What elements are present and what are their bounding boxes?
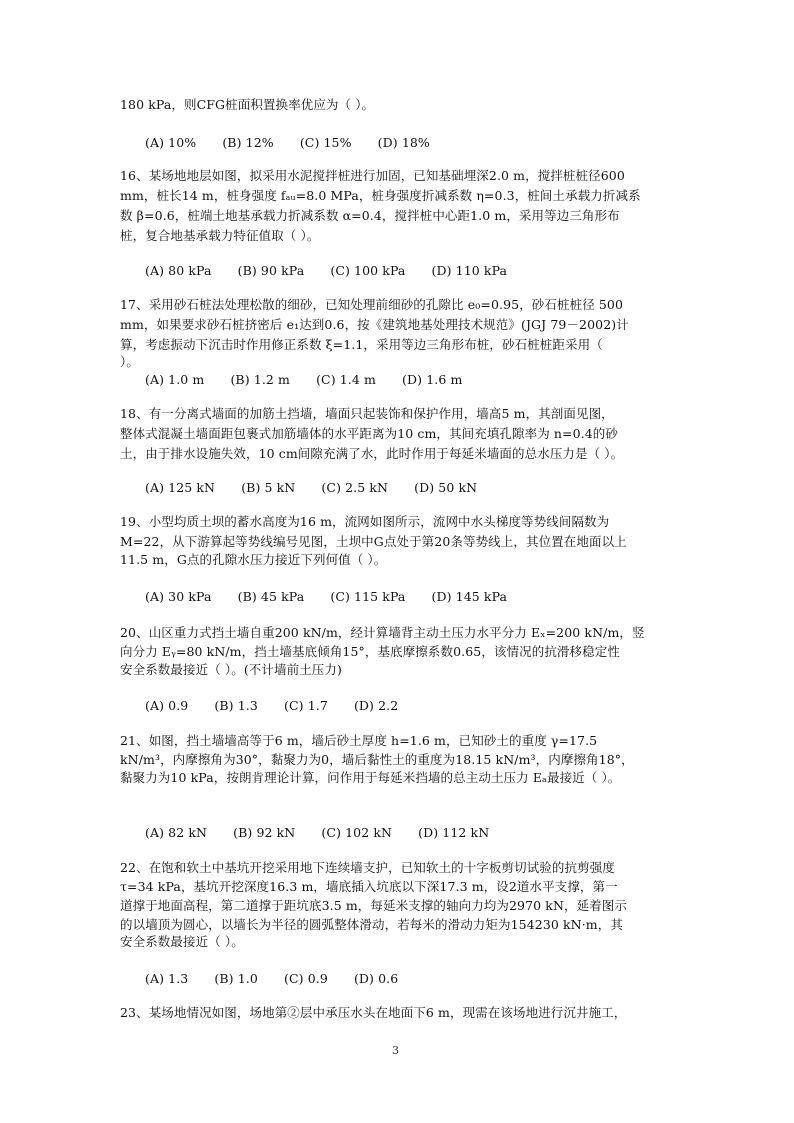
q17-options	[145, 370, 484, 390]
option-d: (D) 145 kPa	[431, 589, 508, 604]
option-b: (B) 90 kPa	[237, 263, 305, 278]
option-b: (B) 5 kN	[241, 480, 296, 495]
q18-stem-line: 18、有一分离式墙面的加筋土挡墙，墙面只起装饰和保护作用，墙高5 m，其剖面见图，	[120, 406, 614, 421]
q15-stem-line: 180 kPa，则CFG桩面积置换率优应为（ ）。	[120, 97, 375, 112]
q18-stem-line: 土，由于排水设施失效，10 cm间隙充满了水，此时作用于每延米墙面的总水压力是（ ）。	[120, 446, 624, 461]
option-d: (D) 2.2	[353, 698, 399, 713]
option-a: (A) 0.9	[145, 698, 189, 713]
q16-options	[145, 261, 529, 281]
q22-stem-line: 安全系数最接近（ ）。	[120, 934, 244, 949]
q16-stem-line: 16、某场地地层如图，拟采用水泥搅拌桩进行加固，已知基础埋深2.0 m，搅拌桩桩径600	[120, 168, 625, 183]
option-a: (A) 82 kN	[145, 825, 208, 840]
q22-stem-line: 的以墙顶为圆心，以墙长为半径的圆弧整体滑动，若每米的滑动力矩为154230 kN·m，其	[120, 917, 623, 932]
q17-stem-line: mm，如果要求砂石桩挤密后 e₁达到0.6，按《建筑地基处理技术规范》(JGJ 79－2002)计	[120, 317, 629, 332]
q17-stem-line: 算，考虑振动下沉击时作用修正系数 ξ=1.1，采用等边三角形布桩，砂石桩桩距采用（	[120, 337, 603, 352]
option-a: (A) 125 kN	[145, 480, 216, 495]
q21-stem-line: 21、如图，挡土墙墙高等于6 m，墙后砂土厚度 h=1.6 m，已知砂土的重度 γ=17.5	[120, 733, 598, 748]
option-a: (A) 80 kPa	[145, 263, 212, 278]
option-c: (C) 100 kPa	[330, 263, 406, 278]
q19-stem-line: 11.5 m，G点的孔隙水压力接近下列何值（ ）。	[120, 552, 387, 567]
option-c: (C) 115 kPa	[330, 589, 406, 604]
q22-options	[145, 969, 420, 989]
option-d: (D) 0.6	[353, 971, 399, 986]
option-b: (B) 12%	[222, 135, 274, 150]
q21-stem-line: kN/m³，内摩擦角为30°，黏聚力为0，墙后黏性土的重度为18.15 kN/m³，内摩擦角18°，	[120, 752, 634, 767]
option-c: (C) 2.5 kN	[321, 480, 389, 495]
option-a: (A) 30 kPa	[145, 589, 212, 604]
option-b: (B) 92 kN	[233, 825, 296, 840]
q22-stem-line: 22、在饱和软土中基坑开挖采用地下连续墙支护，已知软土的十字板剪切试验的抗剪强度	[120, 860, 615, 875]
q18-options	[145, 478, 499, 498]
option-c: (C) 1.4 m	[316, 372, 376, 387]
option-d: (D) 112 kN	[418, 825, 490, 840]
q16-stem-line: mm，桩长14 m，桩身强度 fₐᵤ=8.0 MPa，桩身强度折减系数 η=0.3，桩间土承载力折减系	[120, 188, 641, 203]
q20-stem-line: 安全系数最接近（ ）。(不计墙前土压力)	[120, 662, 342, 677]
page-number: 3	[392, 1044, 399, 1057]
q21-stem-line: 黏聚力为10 kPa，按朗肯理论计算，问作用于每延米挡墙的总主动土压力 Eₐ最接近（ ）。	[120, 770, 621, 785]
q15-options	[145, 133, 452, 153]
option-b: (B) 1.3	[214, 698, 258, 713]
option-b: (B) 1.2 m	[230, 372, 290, 387]
option-b: (B) 1.0	[214, 971, 258, 986]
option-c: (C) 15%	[299, 135, 352, 150]
q22-stem-line: 道撑于地面高程，第二道撑于距坑底3.5 m，每延米支撑的轴向力均为2970 kN，延着图示	[120, 898, 628, 913]
q19-stem-line: 19、小型均质土坝的蓄水高度为16 m，流网如图所示，流网中水头梯度等势线间隔数为	[120, 514, 610, 529]
option-a: (A) 1.3	[145, 971, 189, 986]
option-a: (A) 10%	[145, 135, 197, 150]
option-d: (D) 50 kN	[414, 480, 478, 495]
option-a: (A) 1.0 m	[145, 372, 205, 387]
q17-stem-line: ）。	[120, 354, 139, 369]
q21-options	[145, 823, 511, 843]
q22-stem-line: τ=34 kPa，基坑开挖深度16.3 m，墙底插入坑底以下深17.3 m，设2道水平支撑，第一	[120, 879, 618, 894]
option-d: (D) 18%	[377, 135, 430, 150]
q20-stem-line: 20、山区重力式挡土墙自重200 kN/m，经计算墙背主动土压力水平分力 Eₓ=200 kN/m，竖	[120, 625, 645, 640]
q20-stem-line: 向分力 Eᵧ=80 kN/m，挡土墙基底倾角15°，基底摩擦系数0.65，该情况的抗滑移稳定性	[120, 644, 620, 659]
q17-stem-line: 17、采用砂石桩法处理松散的细砂，已知处理前细砂的孔隙比 e₀=0.95，砂石桩桩径 500	[120, 297, 624, 312]
option-b: (B) 45 kPa	[237, 589, 305, 604]
q16-stem-line: 数 β=0.6，桩端土地基承载力折减系数 α=0.4，搅拌桩中心距1.0 m，采用等边三角形布	[120, 208, 620, 223]
q23-stem-line: 23、某场地情况如图，场地第②层中承压水头在地面下6 m，现需在该场地进行沉井施工，	[120, 1005, 627, 1020]
q19-stem-line: M=22，从下游算起等势线编号见图，土坝中G点处于第20条等势线上，其位置在地面以上	[120, 534, 627, 549]
option-d: (D) 110 kPa	[431, 263, 508, 278]
option-d: (D) 1.6 m	[402, 372, 463, 387]
q18-stem-line: 整体式混凝土墙面距包裹式加筋墙体的水平距离为10 cm，其间充填孔隙率为 n=0.4的砂	[120, 426, 619, 441]
option-c: (C) 102 kN	[321, 825, 393, 840]
q16-stem-line: 桩，复合地基承载力特征值取（ ）。	[120, 228, 320, 243]
option-c: (C) 0.9	[284, 971, 328, 986]
option-c: (C) 1.7	[284, 698, 328, 713]
q20-options	[145, 696, 420, 716]
q19-options	[145, 587, 529, 607]
